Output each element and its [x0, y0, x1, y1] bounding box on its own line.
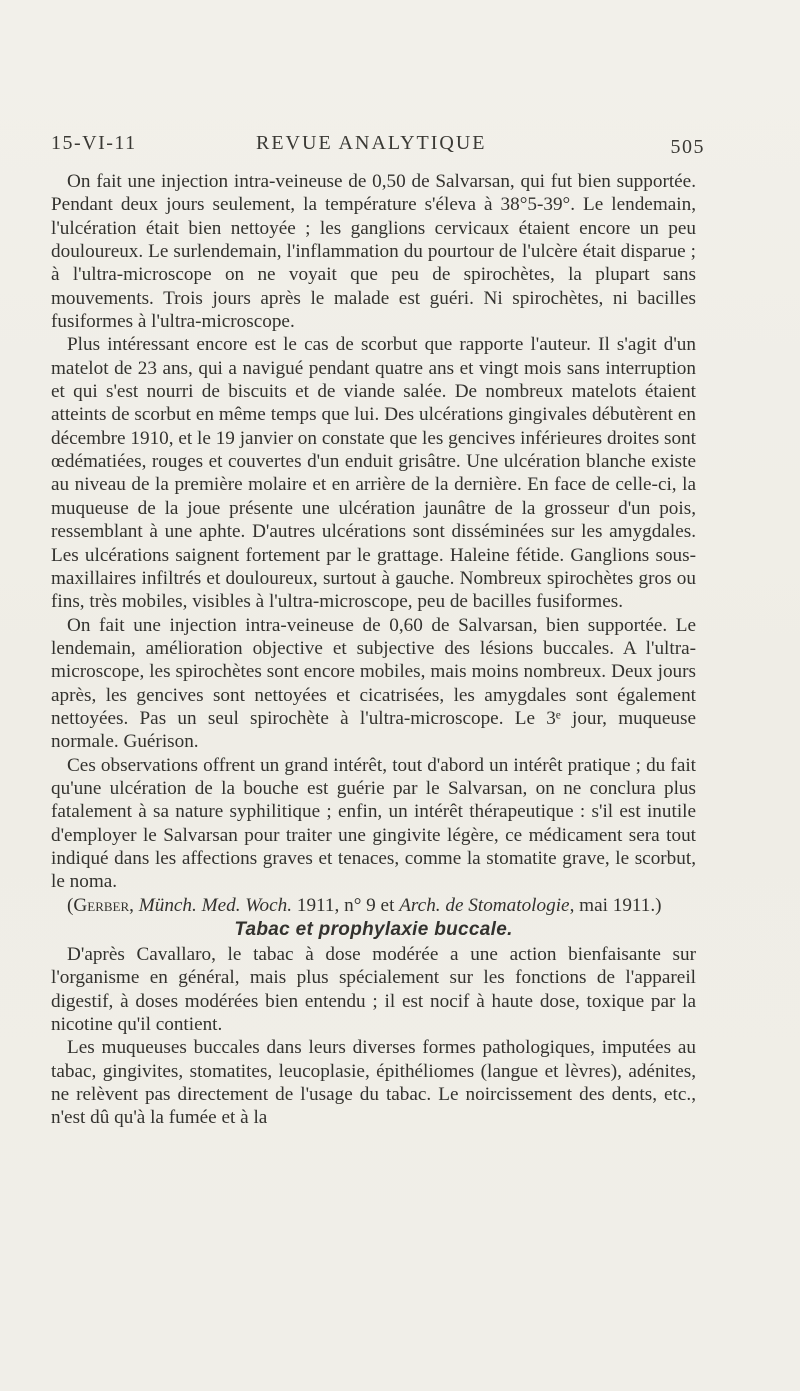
header-title: REVUE ANALYTIQUE: [256, 132, 487, 154]
paragraph: Plus intéressant encore est le cas de scorbut que rapporte l'auteur. Il s'agit d'un matelot de 23 ans, qui a navigué pendant quatre ans et vingt mois sans interruption et qui s'est nourri de biscuits et de viande salée. De nombreux matelots étaient atteints de scorbut en même temps que lui. Des ulcérations gingivales débutèrent en décembre 1910, et le 19 janvier on constate que les gencives inférieures droites sont œdématiées, rouges et couvertes d'un enduit grisâtre. Une ulcération blanche existe au niveau de la première molaire et en arrière de la dernière. En face de celle-ci, la muqueuse de la joue présente une ulcération jaunâtre de la grosseur d'un pois, ressemblant à une aphte. D'autres ulcérations sont disséminées sur les amygdales. Les ulcérations saignent fortement par le grattage. Haleine fétide. Ganglions sous-maxillaires infiltrés et douloureux, surtout à gauche. Nombreux spirochètes gros ou fins, très mobiles, visibles à l'ultra-microscope, peu de bacilles fusiformes.: [51, 334, 696, 613]
page-number: 505: [670, 136, 705, 158]
citation: [51, 894, 696, 917]
citation-journal-1: Münch. Med. Woch.: [138, 894, 293, 916]
paragraph: On fait une injection intra-veineuse de 0,60 de Salvarsan, bien supportée. Le lendemain, amélioration objective et subjective des lésions buccales. A l'ultra-microscope, les spirochètes sont encore mobiles, mais moins nombreux. Deux jours après, les gencives sont nettoyées et cicatrisées, les amygdales sont également nettoyées. Pas un seul spirochète à l'ultra-microscope. Le 3ᵉ jour, muqueuse normale. Guérison.: [51, 614, 696, 753]
citation-open: (: [67, 894, 74, 916]
paragraph: Ces observations offrent un grand intérêt, tout d'abord un intérêt pratique ; du fait qu'une ulcération de la bouche est guérie par le Salvarsan, on ne conclura plus fatalement à sa nature syphilitique ; enfin, un intérêt thérapeutique : s'il est inutile d'employer le Salvarsan pour traiter une gingivite légère, ce médicament sera tout indiqué dans les affections graves et tenaces, comme la stomatite grave, le scorbut, le noma.: [51, 754, 696, 893]
header-date: 15-VI-11: [51, 132, 137, 154]
paragraph: On fait une injection intra-veineuse de 0,50 de Salvarsan, qui fut bien supportée. Pendant deux jours seulement, la température s'éleva à 38°5-39°. Le lendemain, l'ulcération était bien nettoyée ; les ganglions cervicaux étaient encore un peu douloureux. Le surlendemain, l'inflammation du pourtour de l'ulcère était disparue ; à l'ultra-microscope on ne voyait que peu de spirochètes, la plupart sans mouvements. Trois jours après le malade est guéri. Ni spirochètes, ni bacilles fusiformes à l'ultra-microscope.: [51, 171, 696, 333]
citation-author: Gerber: [73, 894, 130, 916]
citation-mid: 1911, n° 9 et: [292, 894, 400, 916]
paragraph: Les muqueuses buccales dans leurs diverses formes pathologiques, imputées au tabac, gingivites, stomatites, leucoplasie, épithéliomes (langue et lèvres), adénites, ne relèvent pas directement de l'usage du tabac. Le noircissement des dents, etc., n'est dû qu'à la fumée et à la: [51, 1037, 696, 1129]
citation-end: , mai 1911.): [569, 894, 662, 916]
paragraph: D'après Cavallaro, le tabac à dose modérée a une action bienfaisante sur l'organisme en général, mais plus spécialement sur les fonctions de l'appareil digestif, à doses modérées bien entendu ; il est nocif à haute dose, toxique par la nicotine qu'il contient.: [51, 944, 696, 1036]
body-text: [51, 170, 696, 1130]
running-header: [51, 132, 705, 162]
section-heading: Tabac et prophylaxie buccale.: [234, 919, 513, 940]
citation-sep: ,: [129, 894, 139, 916]
citation-journal-2: Arch. de Stomatologie: [399, 894, 570, 916]
